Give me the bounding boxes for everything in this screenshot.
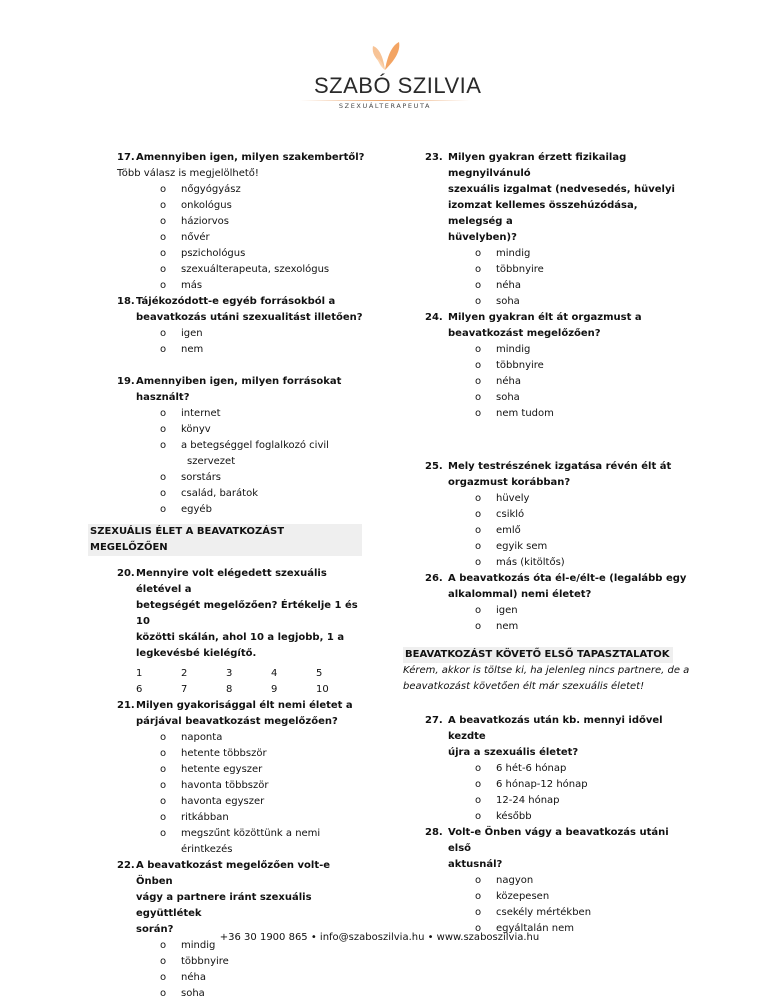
question-number: 27. xyxy=(425,715,443,726)
radio-circle-icon: o xyxy=(475,525,482,536)
options-19 xyxy=(88,406,368,518)
radio-circle-icon: o xyxy=(475,923,482,934)
question-28: 28. Volt-e Önben vágy a beavatkozás utáni első aktusnál? xyxy=(425,827,669,870)
logo xyxy=(300,40,482,110)
option[interactable]: o közepesen xyxy=(403,889,693,905)
scale-value[interactable]: 10 xyxy=(316,684,329,695)
option[interactable]: o havonta egyszer xyxy=(88,794,368,810)
option[interactable]: o igen xyxy=(88,326,368,342)
question-number: 18. xyxy=(117,296,135,307)
option[interactable]: o később xyxy=(403,809,693,825)
option[interactable]: o 6 hónap-12 hónap xyxy=(403,777,693,793)
option[interactable]: o nagyon xyxy=(403,873,693,889)
options-24 xyxy=(403,342,693,422)
section-heading: BEAVATKOZÁST KÖVETŐ ELSŐ TAPASZTALATOK xyxy=(403,647,673,663)
radio-circle-icon: o xyxy=(475,891,482,902)
radio-circle-icon: o xyxy=(475,280,482,291)
option[interactable]: o többnyire xyxy=(88,954,368,970)
radio-circle-icon: o xyxy=(160,280,167,291)
radio-circle-icon: o xyxy=(160,184,167,195)
option[interactable]: o néha xyxy=(88,970,368,986)
radio-circle-icon: o xyxy=(160,780,167,791)
scale-value[interactable]: 1 xyxy=(136,668,143,679)
option[interactable]: o szexuálterapeuta, szexológus xyxy=(88,262,368,278)
option[interactable]: o nőgyógyász xyxy=(88,182,368,198)
radio-circle-icon: o xyxy=(160,264,167,275)
option[interactable]: o soha xyxy=(88,986,368,1002)
option[interactable]: o onkológus xyxy=(88,198,368,214)
radio-circle-icon: o xyxy=(160,812,167,823)
option[interactable]: o igen xyxy=(403,603,693,619)
question-number: 17. xyxy=(117,152,135,163)
radio-circle-icon: o xyxy=(475,248,482,259)
radio-circle-icon: o xyxy=(160,796,167,807)
radio-circle-icon: o xyxy=(160,988,167,999)
radio-circle-icon: o xyxy=(475,875,482,886)
option[interactable]: o néha xyxy=(403,374,693,390)
section-heading: SZEXUÁLIS ÉLET A BEAVATKOZÁST MEGELŐZŐEN xyxy=(88,524,362,556)
radio-circle-icon: o xyxy=(475,779,482,790)
radio-circle-icon: o xyxy=(160,504,167,515)
option[interactable]: o hüvely xyxy=(403,491,693,507)
option[interactable]: o pszichológus xyxy=(88,246,368,262)
scale-value[interactable]: 6 xyxy=(136,684,143,695)
options-21 xyxy=(88,730,368,858)
left-column xyxy=(88,150,368,1002)
option[interactable]: o többnyire xyxy=(403,358,693,374)
options-23 xyxy=(403,246,693,310)
radio-circle-icon: o xyxy=(475,360,482,371)
option[interactable]: o egyik sem xyxy=(403,539,693,555)
question-number: 19. xyxy=(117,376,135,387)
radio-circle-icon: o xyxy=(475,376,482,387)
radio-circle-icon: o xyxy=(160,232,167,243)
radio-circle-icon: o xyxy=(475,795,482,806)
option[interactable]: o hetente többször xyxy=(88,746,368,762)
option[interactable]: o megszűnt közöttünk a nemi érintkezés xyxy=(160,828,321,855)
radio-circle-icon: o xyxy=(160,956,167,967)
options-18 xyxy=(88,326,368,358)
right-column xyxy=(403,150,693,937)
radio-circle-icon: o xyxy=(475,621,482,632)
question-22: 22. A beavatkozást megelőzően volt-e Önben vágy a partnere iránt szexuális együttlétek során? xyxy=(117,860,331,935)
radio-circle-icon: o xyxy=(160,748,167,759)
scale-value[interactable]: 8 xyxy=(226,684,233,695)
radio-circle-icon: o xyxy=(475,344,482,355)
radio-circle-icon: o xyxy=(160,200,167,211)
radio-circle-icon: o xyxy=(475,811,482,822)
section-note-line: Kérem, akkor is töltse ki, ha jelenleg nincs partnere, de a xyxy=(403,665,690,676)
options-28 xyxy=(403,873,693,937)
footer-contact: +36 30 1900 865 • info@szaboszilvia.hu • www.szaboszilvia.hu xyxy=(219,932,540,943)
radio-circle-icon: o xyxy=(475,557,482,568)
radio-circle-icon: o xyxy=(475,296,482,307)
option[interactable]: o csikló xyxy=(403,507,693,523)
option[interactable]: o mindig xyxy=(403,342,693,358)
options-26 xyxy=(403,603,693,635)
scale-value[interactable]: 3 xyxy=(226,668,233,679)
butterfly-icon xyxy=(367,40,403,76)
question-27: 27. A beavatkozás után kb. mennyi idővel kezdte újra a szexuális életet? xyxy=(425,715,663,758)
scale-value[interactable]: 9 xyxy=(271,684,278,695)
option[interactable]: o háziorvos xyxy=(88,214,368,230)
scale-value[interactable]: 4 xyxy=(271,668,278,679)
question-25: 25. Mely testrészének izgatása révén élt át orgazmust korábban? xyxy=(425,461,672,488)
radio-circle-icon: o xyxy=(475,264,482,275)
radio-circle-icon: o xyxy=(475,392,482,403)
option[interactable]: o egyéb xyxy=(88,502,368,518)
radio-circle-icon: o xyxy=(475,509,482,520)
question-23: 23. Milyen gyakran érzett fizikailag megnyilvánuló szexuális izgalmat (nedvesedés, hüvelyi izomzat kellemes összehúzódása, melegség a hüvelyben)? xyxy=(425,152,675,243)
option[interactable]: o a betegséggel foglalkozó civil szervezet xyxy=(160,440,329,467)
option[interactable]: o ritkábban xyxy=(88,810,368,826)
question-number: 20. xyxy=(117,568,135,579)
radio-circle-icon: o xyxy=(475,493,482,504)
radio-circle-icon: o xyxy=(475,605,482,616)
radio-circle-icon: o xyxy=(475,408,482,419)
question-number: 22. xyxy=(117,860,135,871)
options-27 xyxy=(403,761,693,825)
option[interactable]: o nem xyxy=(88,342,368,358)
option[interactable]: o emlő xyxy=(403,523,693,539)
logo-name: SZABÓ SZILVIA xyxy=(314,73,482,98)
option[interactable]: o hetente egyszer xyxy=(88,762,368,778)
option[interactable]: o soha xyxy=(403,294,693,310)
option[interactable]: o 12-24 hónap xyxy=(403,793,693,809)
radio-circle-icon: o xyxy=(160,248,167,259)
question-20: 20. Mennyire volt elégedett szexuális életével a betegségét megelőzően? Értékelje 1 és 10 közötti skálán, ahol 10 a legjobb, 1 a legkevésbé kielégítő. xyxy=(117,568,358,659)
question-18 xyxy=(88,294,368,326)
option[interactable]: o többnyire xyxy=(403,262,693,278)
options-22 xyxy=(88,938,368,1002)
radio-circle-icon: o xyxy=(160,440,167,451)
radio-circle-icon: o xyxy=(160,216,167,227)
scale-value[interactable]: 7 xyxy=(181,684,188,695)
radio-circle-icon: o xyxy=(475,907,482,918)
option[interactable]: o nővér xyxy=(88,230,368,246)
section-note-line: beavatkozást követően élt már szexuális életet! xyxy=(403,681,645,692)
logo-divider xyxy=(300,100,470,101)
radio-circle-icon: o xyxy=(160,764,167,775)
option[interactable]: o könyv xyxy=(88,422,368,438)
question-text-line: beavatkozás utáni szexualitást illetően? xyxy=(136,312,363,323)
radio-circle-icon: o xyxy=(160,972,167,983)
radio-circle-icon: o xyxy=(160,828,167,839)
option[interactable]: o havonta többször xyxy=(88,778,368,794)
option[interactable]: o más (kitöltős) xyxy=(403,555,693,571)
radio-circle-icon: o xyxy=(160,328,167,339)
question-note: Több válasz is megjelölhető! xyxy=(117,168,259,179)
option[interactable]: o internet xyxy=(88,406,368,422)
question-number: 25. xyxy=(425,461,443,472)
question-19 xyxy=(88,374,368,406)
option[interactable]: o naponta xyxy=(88,730,368,746)
option[interactable]: o soha xyxy=(403,390,693,406)
radio-circle-icon: o xyxy=(160,488,167,499)
question-text: Amennyiben igen, milyen szakembertől? xyxy=(136,152,365,163)
rating-scale xyxy=(136,666,368,698)
option[interactable]: o nem xyxy=(403,619,693,635)
radio-circle-icon: o xyxy=(160,424,167,435)
option[interactable]: o egyáltalán nem xyxy=(403,921,693,937)
radio-circle-icon: o xyxy=(160,344,167,355)
radio-circle-icon: o xyxy=(475,763,482,774)
option[interactable]: o néha xyxy=(403,278,693,294)
option[interactable]: o család, barátok xyxy=(88,486,368,502)
question-number: 26. xyxy=(425,573,443,584)
radio-circle-icon: o xyxy=(160,940,167,951)
option[interactable]: o mindig xyxy=(403,246,693,262)
radio-circle-icon: o xyxy=(475,541,482,552)
option[interactable]: o sorstárs xyxy=(88,470,368,486)
option[interactable]: o 6 hét-6 hónap xyxy=(403,761,693,777)
option[interactable]: o mindig xyxy=(88,938,368,954)
radio-circle-icon: o xyxy=(160,732,167,743)
question-17 xyxy=(88,150,368,166)
options-17 xyxy=(88,182,368,294)
option[interactable]: o nem tudom xyxy=(403,406,693,422)
question-26: 26. A beavatkozás óta él-e/élt-e (legalább egy alkalommal) nemi életet? xyxy=(425,573,687,600)
option[interactable]: o más xyxy=(88,278,368,294)
question-text-line: Tájékozódott-e egyéb forrásokból a xyxy=(136,296,336,307)
option[interactable]: o csekély mértékben xyxy=(403,905,693,921)
question-21: 21. Milyen gyakorisággal élt nemi életet a párjával beavatkozást megelőzően? xyxy=(117,700,353,727)
question-number: 28. xyxy=(425,827,443,838)
logo-subtitle: SZEXUÁLTERAPEUTA xyxy=(338,102,432,110)
radio-circle-icon: o xyxy=(160,472,167,483)
question-text: Amennyiben igen, milyen forrásokat használt? xyxy=(136,376,342,403)
scale-value[interactable]: 5 xyxy=(316,668,323,679)
scale-value[interactable]: 2 xyxy=(181,668,188,679)
question-number: 21. xyxy=(117,700,135,711)
question-24: 24. Milyen gyakran élt át orgazmust a beavatkozást megelőzően? xyxy=(425,312,642,339)
question-number: 24. xyxy=(425,312,443,323)
question-number: 23. xyxy=(425,152,443,163)
options-25 xyxy=(403,491,693,571)
radio-circle-icon: o xyxy=(160,408,167,419)
